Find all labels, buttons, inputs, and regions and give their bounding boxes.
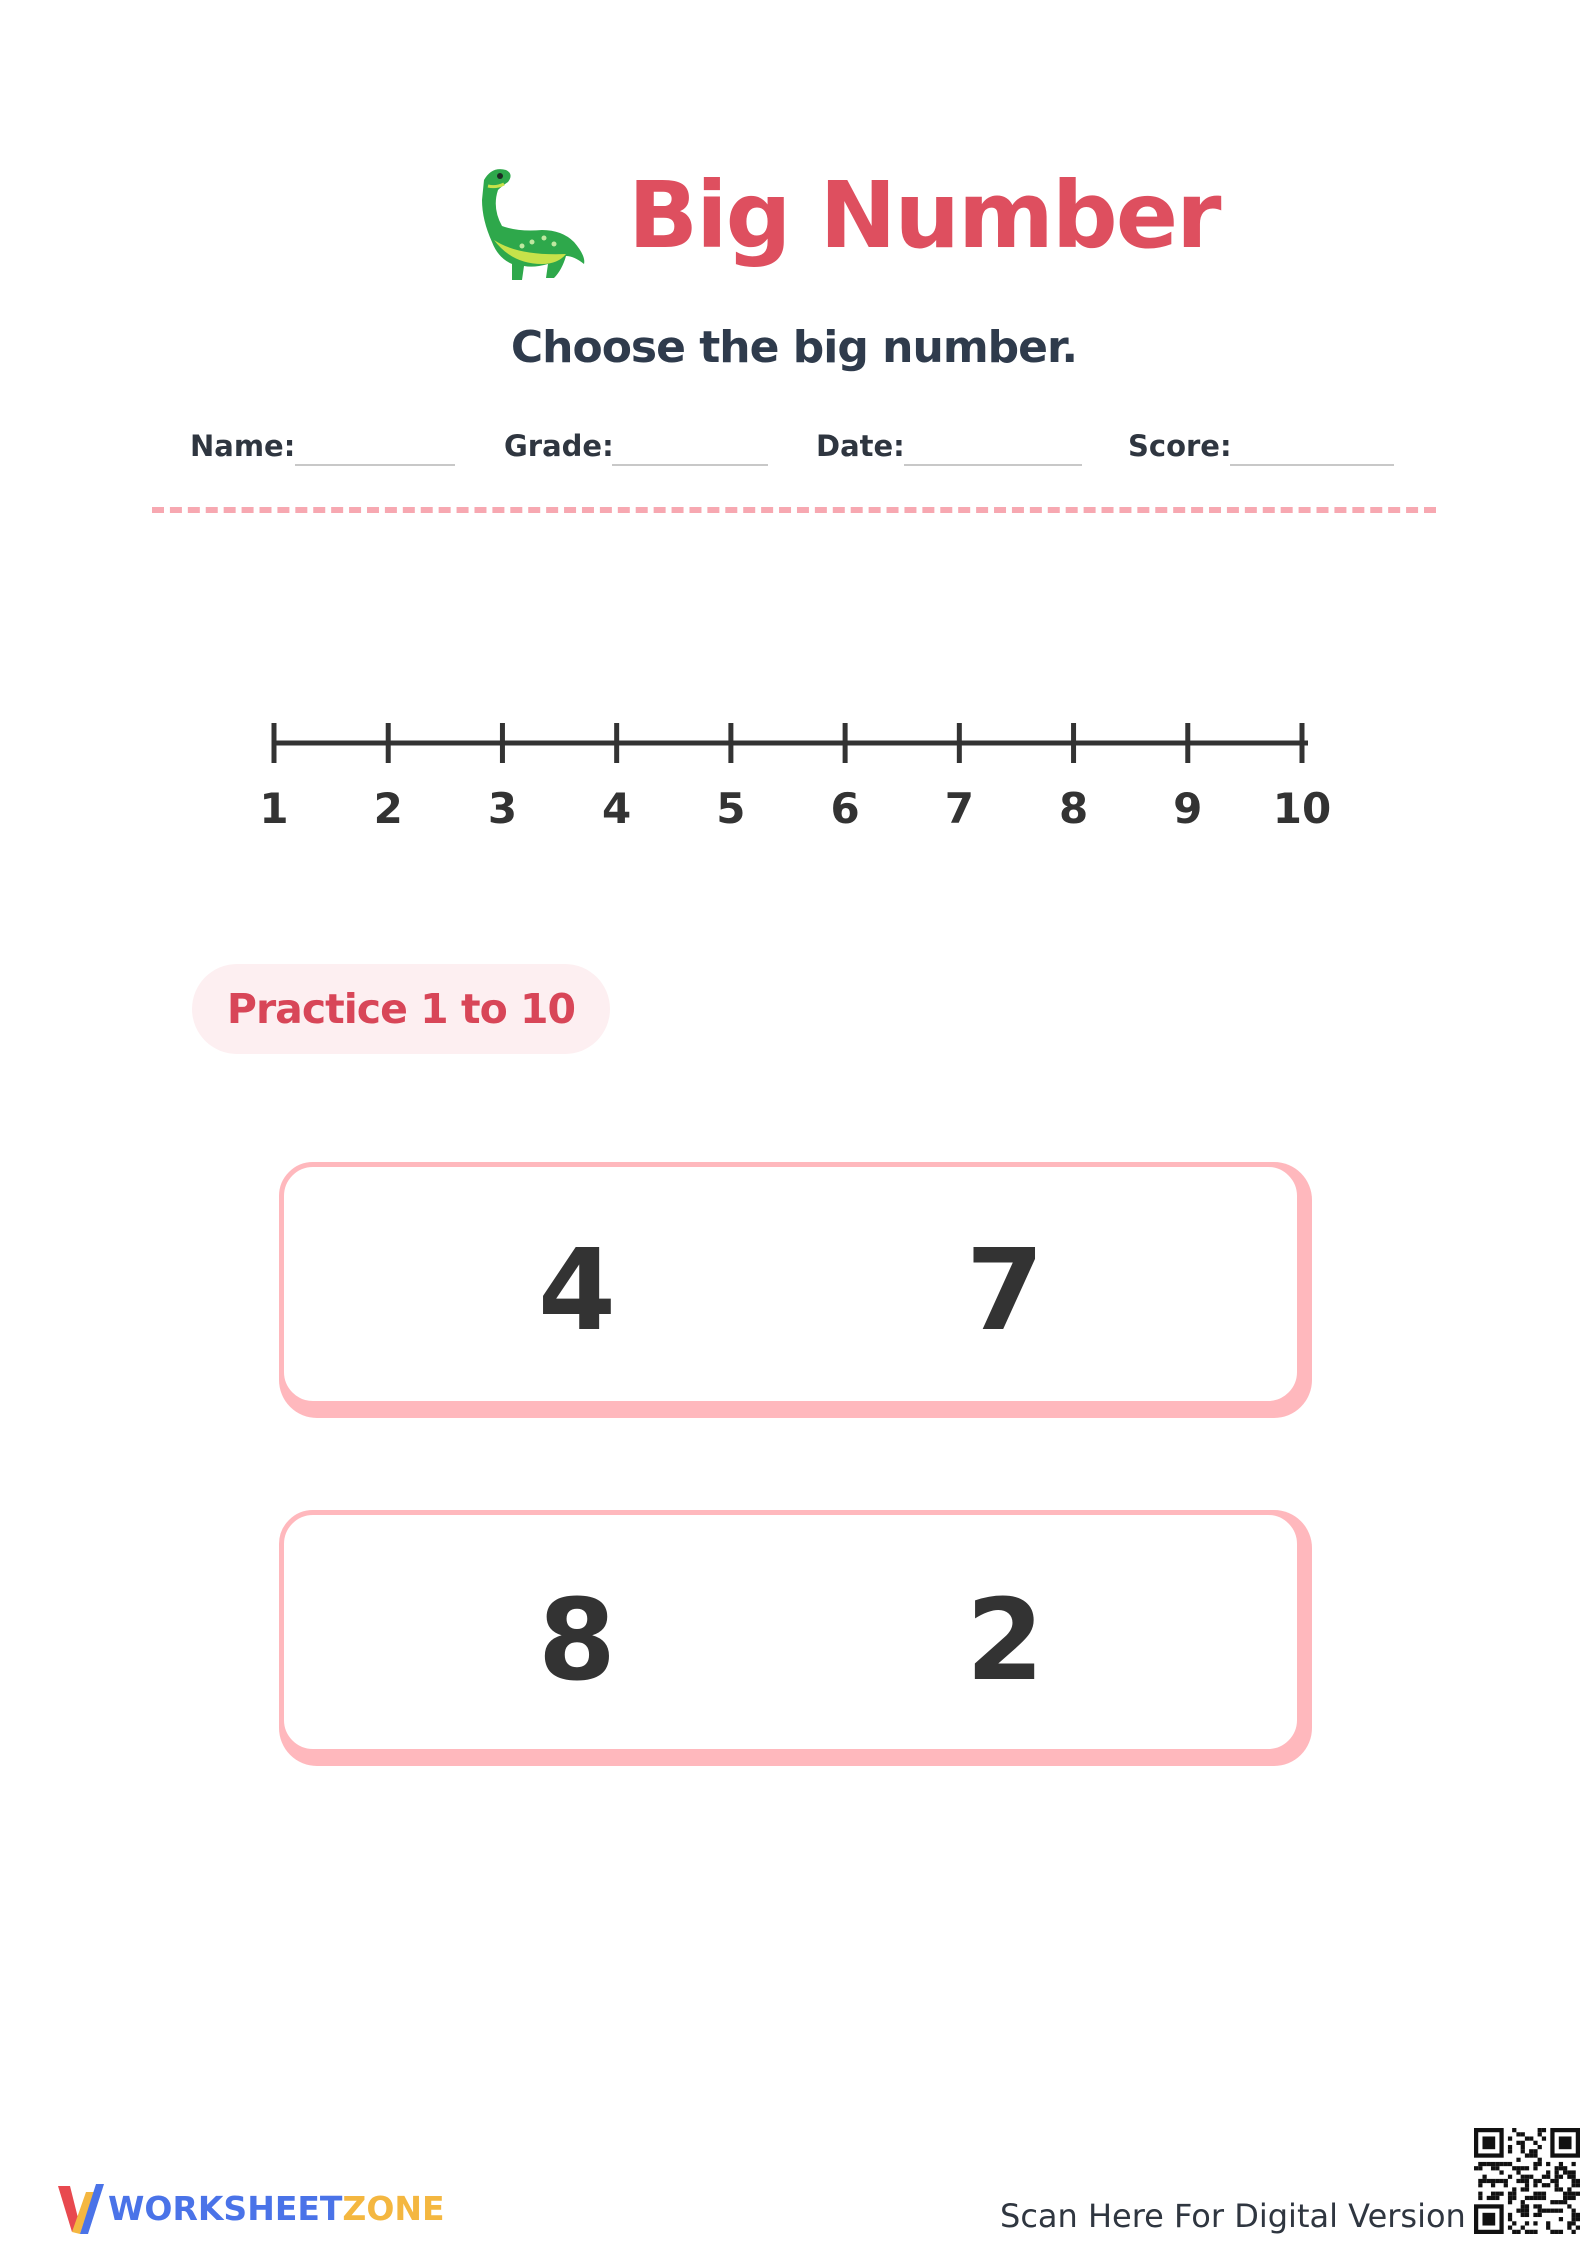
choice-right[interactable]: 7 — [966, 1226, 1044, 1356]
date-field[interactable] — [904, 464, 1082, 466]
number-line-label: 8 — [1058, 784, 1089, 833]
worksheetzone-logo-icon — [56, 2178, 104, 2236]
number-line-label: 7 — [944, 784, 974, 833]
instructions: Choose the big number. — [510, 322, 1078, 373]
qr-code-icon[interactable] — [1474, 2128, 1580, 2234]
grade-label: Grade: — [504, 429, 614, 463]
number-line-label: 2 — [373, 784, 403, 833]
choice-right[interactable]: 2 — [966, 1576, 1044, 1706]
brand-part-worksheet: WORKSHEET — [108, 2189, 343, 2228]
grade-field[interactable] — [612, 464, 768, 466]
score-label: Score: — [1128, 429, 1232, 463]
choice-left[interactable]: 8 — [538, 1576, 616, 1706]
brand-name — [108, 2189, 445, 2228]
number-line-label: 3 — [487, 784, 518, 833]
number-line — [250, 700, 1350, 840]
dinosaur-icon — [462, 160, 592, 290]
page-title: Big Number — [628, 162, 1220, 269]
number-line-label: 4 — [602, 784, 632, 833]
section-badge-label: Practice 1 to 10 — [226, 985, 576, 1033]
date-label: Date: — [816, 429, 905, 463]
brand-part-zone: ZONE — [342, 2189, 445, 2228]
number-line-label: 10 — [1272, 784, 1332, 833]
number-line-label: 6 — [830, 784, 860, 833]
name-label: Name: — [190, 429, 296, 463]
number-line-label: 5 — [716, 784, 746, 833]
scan-caption: Scan Here For Digital Version — [1000, 2197, 1466, 2235]
exercise-box — [279, 1510, 1302, 1754]
number-line-label: 1 — [259, 784, 289, 833]
number-line-label: 9 — [1173, 784, 1203, 833]
exercise-box — [279, 1162, 1302, 1406]
name-field[interactable] — [295, 464, 455, 466]
section-divider — [152, 507, 1436, 513]
choice-left[interactable]: 4 — [538, 1226, 616, 1356]
score-field[interactable] — [1230, 464, 1394, 466]
